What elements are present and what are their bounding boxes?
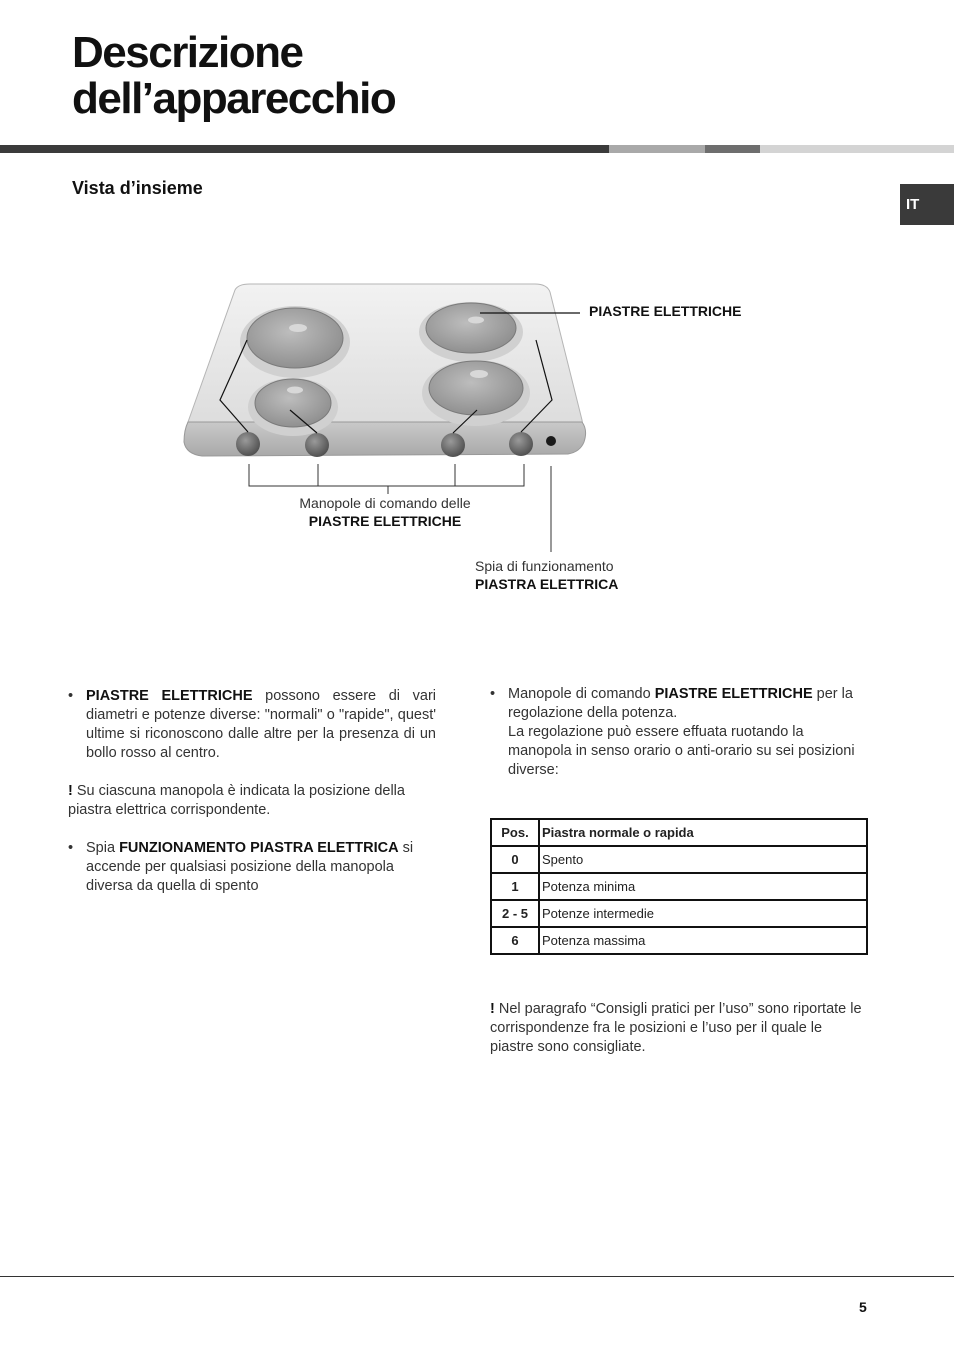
left-column <box>68 687 436 896</box>
control-knob-2 <box>305 433 329 457</box>
bullet-lamp-bold: FUNZIONAMENTO PIASTRA ELETTRICA <box>119 840 399 856</box>
page-title-line-2: dell’apparecchio <box>72 74 396 123</box>
table-row <box>491 873 867 900</box>
bullet-indicator-lamp-text <box>86 839 436 896</box>
table-cell-pos: 0 <box>491 846 539 873</box>
table-cell-desc: Spento <box>539 846 867 873</box>
table-cell-pos: 2 - 5 <box>491 900 539 927</box>
header-rule-dark <box>0 145 609 153</box>
callout-lamp-text: Spia di funzionamento <box>475 558 614 574</box>
table-cell-desc: Potenza massima <box>539 927 867 954</box>
table-row <box>491 900 867 927</box>
note-exclamation: ! <box>68 783 73 799</box>
callout-knobs-bold: PIASTRE ELETTRICHE <box>308 513 462 529</box>
hob-illustration <box>180 280 600 600</box>
knob-bracket <box>249 464 524 494</box>
bullet-knobs-pre: Manopole di comando <box>508 686 655 702</box>
bullet-hot-plates-body: possono essere di vari diametri e potenze diverse: "normali" o "rapide", quest' ultime si riconoscono dalle altre per la presenza di un bollo rosso al centro. <box>86 688 436 761</box>
bullet-knobs-regulation: La regolazione può essere effuata ruotando la manopola in senso orario o anti-orario su sei posizioni diverse: <box>508 724 855 778</box>
note-usage-advice-text: Nel paragrafo “Consigli pratici per l’uso” sono riportate le corrispondenze fra le posizioni e l’uso per il quale le piastre sono consigliate. <box>490 1001 862 1055</box>
header-rule-pale-grey <box>760 145 954 153</box>
callout-knobs <box>290 494 480 530</box>
bullet-dot: • <box>490 686 496 702</box>
table-header-row <box>491 819 867 846</box>
positions-table <box>490 818 868 955</box>
indicator-lamp <box>546 436 556 446</box>
table-header-pos: Pos. <box>491 819 539 846</box>
bullet-indicator-lamp <box>68 839 436 896</box>
header-rule-light-grey <box>609 145 705 153</box>
bullet-lamp-body: si accende per qualsiasi posizione della manopola diversa da quella di spento <box>86 840 414 894</box>
callout-knobs-text: Manopole di comando delle <box>299 495 471 511</box>
bullet-dot: • <box>68 688 74 704</box>
table-row <box>491 846 867 873</box>
bullet-control-knobs <box>490 685 868 780</box>
language-tab: IT <box>900 184 954 225</box>
bullet-knobs-bold: PIASTRE ELETTRICHE <box>654 686 813 702</box>
callout-lamp-bold: PIASTRA ELETTRICA <box>475 576 619 592</box>
bullet-lamp-pre: Spia <box>86 840 120 856</box>
bullet-hot-plates <box>68 687 436 763</box>
note-knob-position <box>68 782 436 820</box>
table-cell-pos: 1 <box>491 873 539 900</box>
hot-plate-front-right <box>422 360 530 426</box>
page-number: 5 <box>859 1299 867 1315</box>
header-rule-mid-grey <box>705 145 760 153</box>
table-cell-pos: 6 <box>491 927 539 954</box>
bullet-hot-plates-text <box>86 687 436 763</box>
bullet-dot: • <box>68 840 74 856</box>
table-header-desc: Piastra normale o rapida <box>539 819 867 846</box>
bullet-knobs-body: per la regolazione della potenza. <box>508 686 853 721</box>
note-knob-position-text: Su ciascuna manopola è indicata la posizione della piastra elettrica corrispondente. <box>68 783 405 818</box>
callout-hot-plates: PIASTRE ELETTRICHE <box>589 303 742 319</box>
hot-plate-front-left <box>248 378 338 436</box>
control-knob-1 <box>236 432 260 456</box>
callout-indicator-lamp <box>475 557 618 593</box>
hot-plate-rear-left <box>240 306 350 378</box>
bullet-control-knobs-text <box>508 685 868 723</box>
table-row <box>491 927 867 954</box>
note-exclamation: ! <box>490 1001 495 1017</box>
control-knob-4 <box>509 432 533 456</box>
note-usage-advice <box>490 1000 862 1057</box>
control-knob-3 <box>441 433 465 457</box>
bullet-hot-plates-bold: PIASTRE ELETTRICHE <box>86 688 253 704</box>
table-cell-desc: Potenze intermedie <box>539 900 867 927</box>
right-column <box>490 685 868 780</box>
footer-rule <box>0 1276 954 1277</box>
page-title-line-1: Descrizione <box>72 28 303 77</box>
hot-plate-rear-right <box>419 302 523 362</box>
section-heading: Vista d’insieme <box>72 178 203 198</box>
page-title <box>72 30 395 122</box>
table-cell-desc: Potenza minima <box>539 873 867 900</box>
